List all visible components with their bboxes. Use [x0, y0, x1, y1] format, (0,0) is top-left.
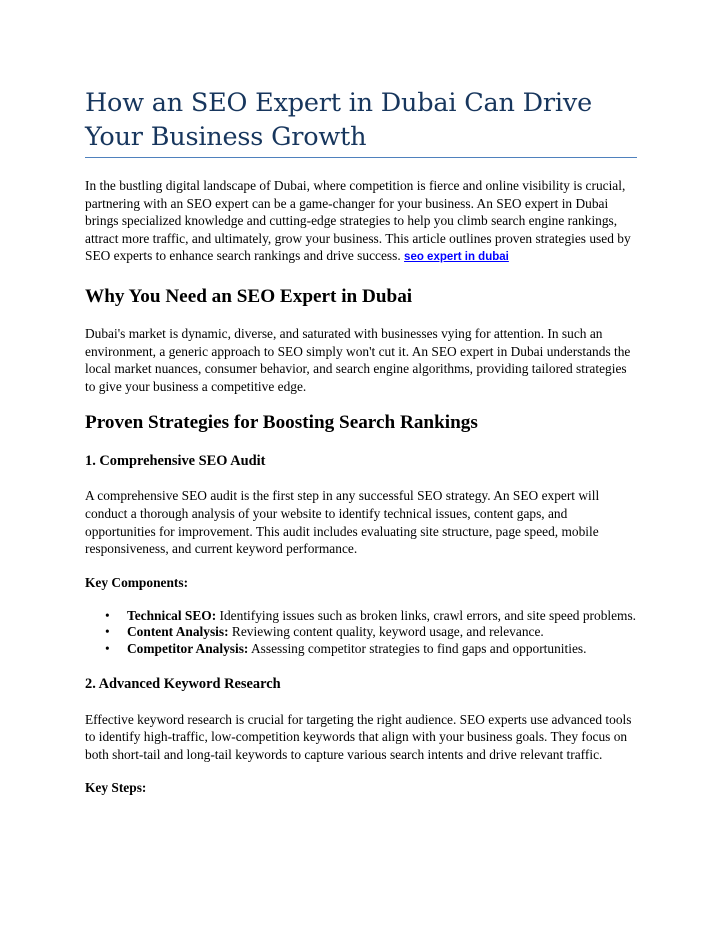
- page-title: How an SEO Expert in Dubai Can Drive Your Business Growth: [85, 0, 637, 158]
- intro-paragraph: [85, 177, 637, 267]
- list-item-text: Identifying issues such as broken links, crawl errors, and site speed problems.: [216, 607, 637, 623]
- key-steps-label: Key Steps:: [85, 780, 147, 796]
- section-heading-strategies: Proven Strategies for Boosting Search Rankings: [85, 412, 478, 434]
- intro-text: In the bustling digital landscape of Dubai, where competition is fierce and online visibility is crucial, partnering with an SEO expert can be a game-changer for your business. An SEO expert in Dubai brings specialized knowledge and cutting-edge strategies to help you climb search engine rankings, attract more traffic, and ultimately, grow your business. This article outlines proven strategies used by SEO experts to enhance search rankings and drive success.: [85, 178, 631, 264]
- list-item-text: Reviewing content quality, keyword usage, and relevance.: [228, 624, 544, 640]
- list-item-label: Content Analysis:: [127, 624, 229, 640]
- key-components-list: [85, 608, 637, 658]
- document-page: [85, 0, 637, 796]
- key-components-label: Key Components:: [85, 574, 189, 590]
- section-heading-why: Why You Need an SEO Expert in Dubai: [85, 285, 413, 307]
- list-item-label: Technical SEO:: [127, 607, 217, 623]
- list-item: [105, 624, 637, 641]
- subheading-keyword-research: 2. Advanced Keyword Research: [85, 675, 281, 692]
- list-item: [105, 640, 637, 658]
- list-item-label: Competitor Analysis:: [127, 640, 249, 656]
- subheading-seo-audit: 1. Comprehensive SEO Audit: [85, 453, 266, 470]
- keyword-research-paragraph: Effective keyword research is crucial for targeting the right audience. SEO experts use advanced tools to identify high-traffic, low-competition keywords that align with your business goals. They focus on both short-tail and long-tail keywords to capture various search intents and drive relevant traffic.: [85, 711, 632, 762]
- section-why-paragraph: Dubai's market is dynamic, diverse, and saturated with businesses vying for attention. In such an environment, a generic approach to SEO simply won't cut it. An SEO expert in Dubai understands the local market nuances, consumer behavior, and search engine algorithms, providing tailored strategies to give your business a competitive edge.: [85, 325, 631, 394]
- bullet-icon: •: [105, 624, 110, 640]
- seo-expert-link[interactable]: seo expert in dubai: [404, 251, 509, 264]
- list-item: [105, 607, 637, 625]
- bullet-icon: •: [105, 607, 110, 623]
- bullet-icon: •: [105, 640, 110, 656]
- seo-audit-paragraph: A comprehensive SEO audit is the first step in any successful SEO strategy. An SEO expert will conduct a thorough analysis of your website to identify technical issues, content gaps, and opportunities for improvement. This audit includes evaluating site structure, page speed, mobile responsiveness, and current keyword performance.: [85, 488, 600, 557]
- list-item-text: Assessing competitor strategies to find gaps and opportunities.: [248, 640, 587, 656]
